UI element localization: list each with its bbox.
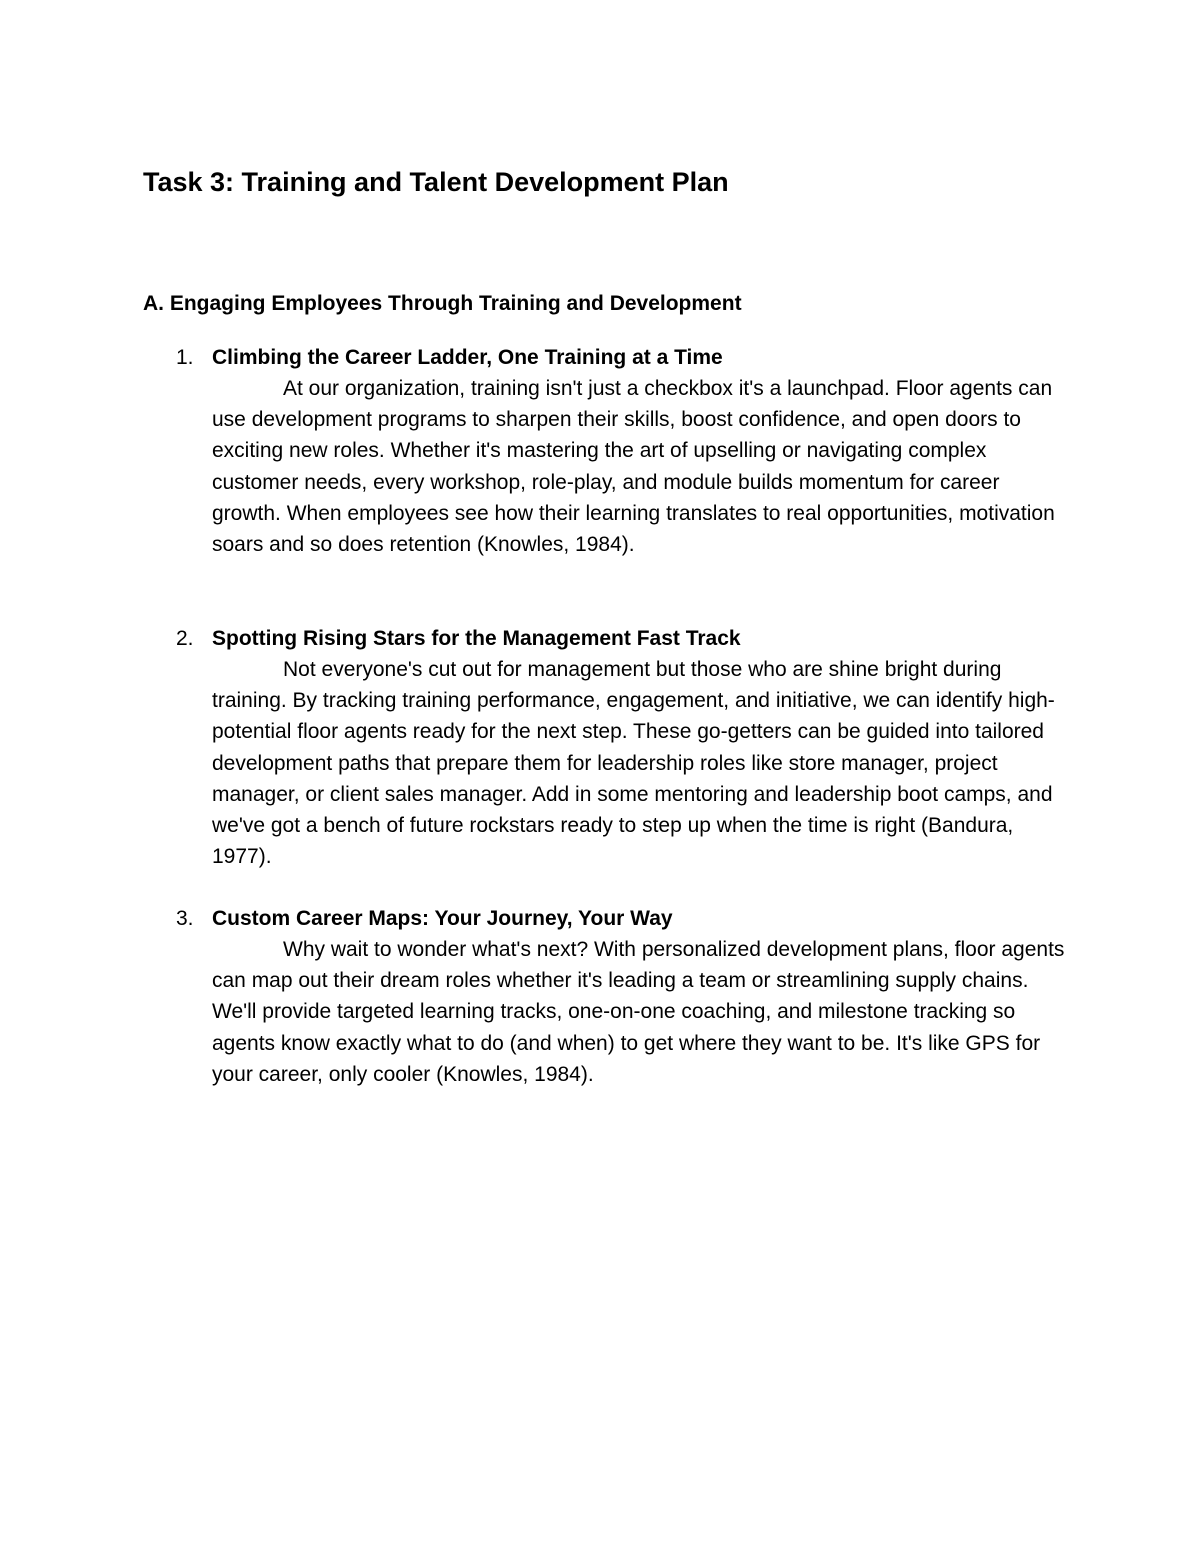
- list-item-number: 3.: [176, 907, 194, 930]
- list-item-body: Not everyone's cut out for management but those who are shine bright during training. By tracking training performance, engagement, and initiative, we can identify high-potential floor agents ready for the next step. These go-getters can be guided into tailored development paths that prepare them for leadership roles like store manager, project manager, or client sales manager. Add in some mentoring and leadership boot camps, and we've got a bench of future rockstars ready to step up when the time is right (Bandura, 1977).: [212, 658, 1055, 869]
- list-item-heading: Climbing the Career Ladder, One Training at a Time: [212, 346, 723, 369]
- list-item-number: 1.: [176, 346, 194, 369]
- list-item-body: Why wait to wonder what's next? With personalized development plans, floor agents can map out their dream roles whether it's leading a team or streamlining supply chains. We'll provide targeted learning tracks, one-on-one coaching, and milestone tracking so agents know exactly what to do (and when) to get where they want to be. It's like GPS for your career, only cooler (Knowles, 1984).: [212, 938, 1065, 1086]
- list-item-body: At our organization, training isn't just a checkbox it's a launchpad. Floor agents can use development programs to sharpen their skills, boost confidence, and open doors to exciting new roles. Whether it's mastering the art of upselling or navigating complex customer needs, every workshop, role-play, and module builds momentum for career growth. When employees see how their learning translates to real opportunities, motivation soars and so does retention (Knowles, 1984).: [212, 377, 1055, 557]
- list-item-number: 2.: [176, 627, 194, 650]
- list-item-heading: Spotting Rising Stars for the Management Fast Track: [212, 627, 741, 650]
- list-item-heading: Custom Career Maps: Your Journey, Your Way: [212, 907, 673, 930]
- document-title: Task 3: Training and Talent Development Plan: [143, 167, 729, 197]
- section-heading: A. Engaging Employees Through Training and Development: [143, 292, 742, 315]
